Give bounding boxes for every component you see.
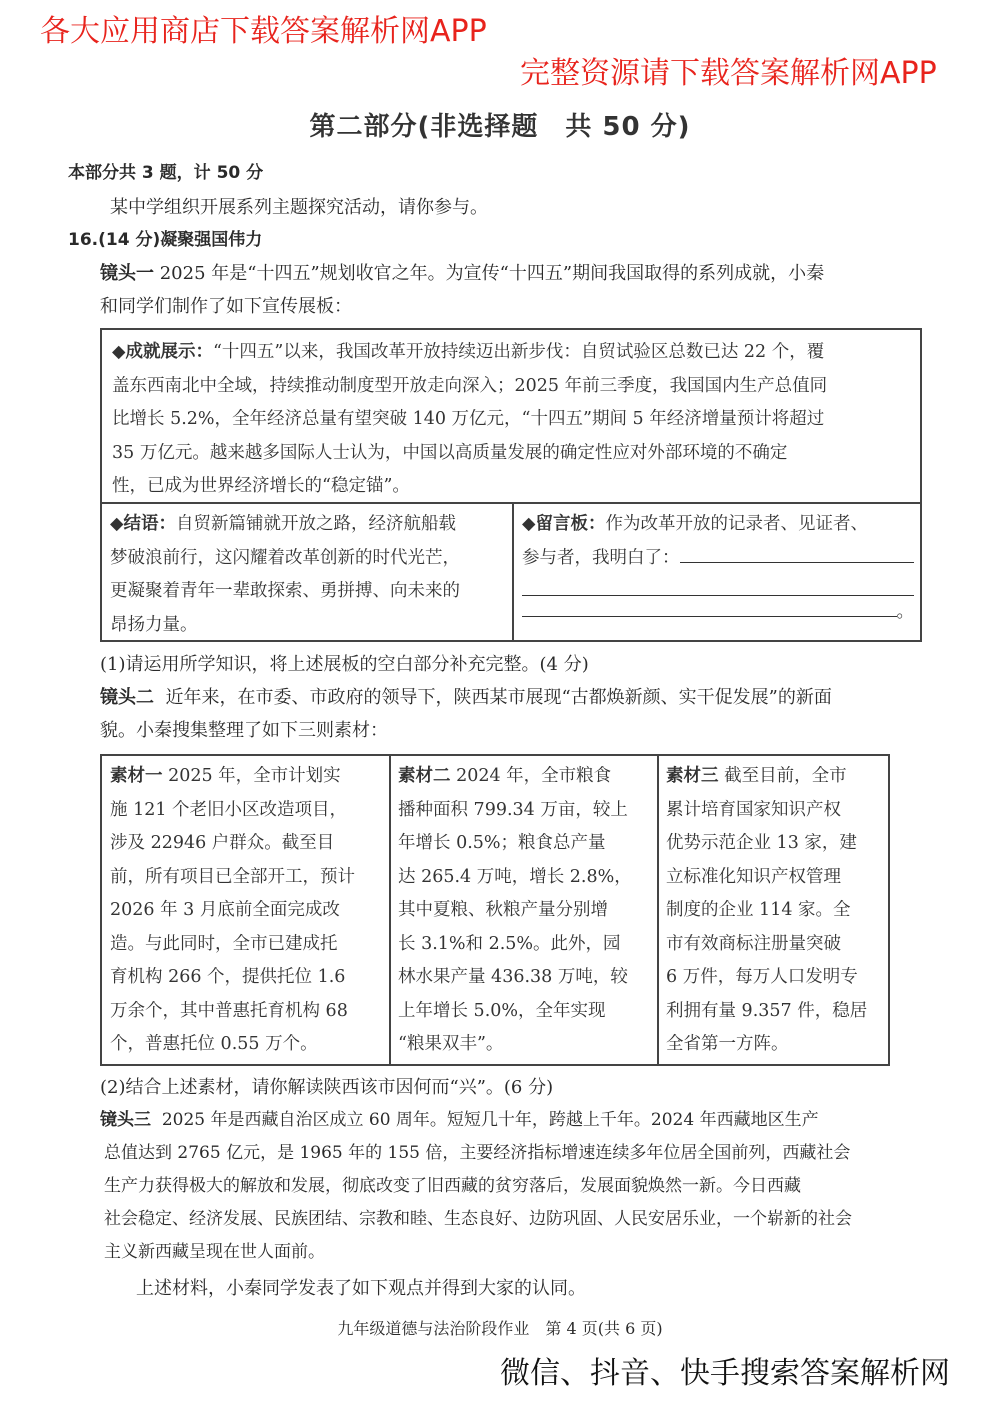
- material-label: 素材二: [398, 766, 451, 786]
- shot1-line1: 2025 年是“十四五”规划收官之年。为宣传“十四五”期间我国取得的系列成就，小秦: [159, 263, 825, 284]
- shot1-line2: 和同学们制作了如下宣传展板：: [100, 296, 352, 317]
- achievement-line: “十四五”以来，我国改革开放持续迈出新步伐：自贸试验区总数已达 22 个，覆: [212, 342, 825, 362]
- conclusion-line: 自贸新篇铺就开放之路，经济航船载: [175, 514, 456, 534]
- material-line: 截至目前，全市: [724, 766, 847, 786]
- shot3-text: 总值达到 2765 亿元，是 1965 年的 155 倍，主要经济指标增速连续多年位居全国前列，西藏社会: [104, 1143, 851, 1163]
- material-line: 其中夏粮、秋粮产量分别增: [398, 900, 608, 920]
- material-line: 6 万件，每万人口发明专: [666, 967, 858, 987]
- material-line: 年增长 0.5%；粮食总产量: [398, 833, 606, 853]
- shot3-text: 主义新西藏呈现在世人面前。: [104, 1242, 325, 1262]
- watermark: 完整资源请下载答案解析网APP: [520, 56, 937, 91]
- material-1: [110, 760, 386, 1062]
- shot2-line1: 近年来，在市委、市政府的领导下，陕西某市展现“古都焕新颜、实干促发展”的新面: [165, 687, 832, 708]
- shot3-text: 社会稳定、经济发展、民族团结、宗教和睦、生态良好、边防巩固、人民安居乐业，一个崭新的社会: [104, 1209, 852, 1229]
- material-line: 达 265.4 万吨，增长 2.8%，: [398, 866, 632, 887]
- material-line: 2025 年，全市计划实: [168, 766, 341, 786]
- material-line: 涉及 22946 户群众。截至目: [110, 833, 335, 853]
- shot2-text: [100, 681, 832, 714]
- shot1-text: [100, 257, 824, 290]
- conclusion-line: 梦破浪前行，这闪耀着改革创新的时代光芒，: [110, 547, 460, 568]
- answer-blank[interactable]: [522, 575, 914, 596]
- material-3: [666, 760, 888, 1062]
- achievement-label: ◆成就展示：: [112, 342, 213, 362]
- material-line: 2026 年 3 月底前全面完成改: [110, 900, 340, 920]
- material-label: 素材一: [110, 766, 163, 786]
- divider: [657, 756, 659, 1064]
- material-line: 2024 年，全市粮食: [456, 766, 612, 786]
- material-line: 全省第一方阵。: [666, 1034, 789, 1054]
- material-line: 万余个，其中普惠托育机构 68: [110, 1000, 348, 1021]
- material-line: 造。与此同时，全市已建成托: [110, 933, 338, 954]
- shot1-label: 镜头一: [100, 263, 154, 284]
- material-line: 播种面积 799.34 万亩，较上: [398, 799, 628, 820]
- answer-blank[interactable]: [522, 596, 897, 617]
- conclusion-line: 更凝聚着青年一辈敢探索、勇拼搏、向未来的: [110, 581, 460, 601]
- conclusion-line: 昂扬力量。: [110, 614, 198, 635]
- shot3-text: 生产力获得极大的解放和发展，彻底改变了旧西藏的贫穷落后，发展面貌焕然一新。今日西藏: [104, 1176, 801, 1196]
- message-label: ◆留言板：: [522, 514, 606, 534]
- material-line: 优势示范企业 13 家，建: [666, 833, 857, 853]
- material-line: 前，所有项目已全部开工，预计: [110, 866, 355, 887]
- sub-question-2: (2)结合上述素材，请你解读陕西该市因何而“兴”。(6 分): [100, 1077, 554, 1098]
- display-board: [100, 328, 922, 642]
- material-line: 个，普惠托位 0.55 万个。: [110, 1034, 318, 1054]
- material-line: 制度的企业 114 家。全: [666, 900, 851, 920]
- achievement-line: 35 万亿元。越来越多国际人士认为，中国以高质量发展的确定性应对外部环境的不确定: [112, 442, 788, 463]
- question-heading: 16.(14 分)凝聚强国伟力: [68, 230, 263, 250]
- shot3-label: 镜头三: [100, 1110, 151, 1130]
- conclusion-section: [110, 508, 508, 642]
- divider: [512, 502, 514, 642]
- material-line: 立标准化知识产权管理: [666, 866, 841, 887]
- material-line: 长 3.1%和 2.5%。此外，园: [398, 933, 621, 954]
- answer-blank[interactable]: [680, 542, 915, 563]
- material-2: [398, 760, 654, 1062]
- shot2-label: 镜头二: [100, 687, 154, 708]
- material-line: 累计培育国家知识产权: [666, 799, 841, 820]
- message-section: [522, 508, 914, 630]
- material-line: 市有效商标注册量突破: [666, 933, 841, 954]
- achievement-line: 比增长 5.2%，全年经济总量有望突破 140 万亿元，“十四五”期间 5 年经济增量预计将超过: [112, 409, 825, 429]
- material-line: 利拥有量 9.357 件，稳居: [666, 1000, 868, 1021]
- achievement-line: 性，已成为世界经济增长的“稳定锚”。: [112, 476, 410, 496]
- divider: [389, 756, 391, 1064]
- section-summary: 本部分共 3 题，计 50 分: [68, 163, 264, 183]
- material-line: 林水果产量 436.38 万吨，较: [398, 967, 628, 987]
- conclusion-label: ◆结语：: [110, 514, 176, 534]
- section-title: 第二部分(非选择题 共 50 分): [309, 112, 691, 142]
- material-line: 施 121 个老旧小区改造项目，: [110, 799, 348, 820]
- message-line: 参与者，我明白了：: [522, 547, 680, 568]
- divider: [102, 502, 920, 504]
- message-line: 作为改革开放的记录者、见证者、: [605, 514, 868, 534]
- watermark: 微信、抖音、快手搜索答案解析网: [500, 1356, 950, 1391]
- shot3-text: 2025 年是西藏自治区成立 60 周年。短短几十年，跨越上千年。2024 年西藏地区生产: [161, 1110, 819, 1130]
- achievement-line: 盖东西南北中全域，持续推动制度型开放走向深入；2025 年前三季度，我国国内生产总值同: [112, 375, 828, 396]
- shot3-closing: 上述材料，小秦同学发表了如下观点并得到大家的认同。: [136, 1278, 586, 1299]
- shot3-line: [100, 1104, 819, 1137]
- message-end: 。: [896, 602, 914, 622]
- achievement-section: [112, 336, 914, 504]
- shot2-line2: 貌。小秦搜集整理了如下三则素材：: [100, 720, 388, 741]
- sub-question-1: (1)请运用所学知识，将上述展板的空白部分补充完整。(4 分): [100, 654, 589, 675]
- material-line: 育机构 266 个，提供托位 1.6: [110, 967, 346, 987]
- material-line: “粮果双丰”。: [398, 1034, 504, 1054]
- activity-intro: 某中学组织开展系列主题探究活动，请你参与。: [110, 197, 488, 218]
- material-label: 素材三: [666, 766, 719, 786]
- materials-table: [100, 754, 890, 1066]
- page-footer: 九年级道德与法治阶段作业 第 4 页(共 6 页): [337, 1319, 663, 1338]
- watermark: 各大应用商店下载答案解析网APP: [40, 14, 487, 49]
- material-line: 上年增长 5.0%，全年实现: [398, 1000, 606, 1021]
